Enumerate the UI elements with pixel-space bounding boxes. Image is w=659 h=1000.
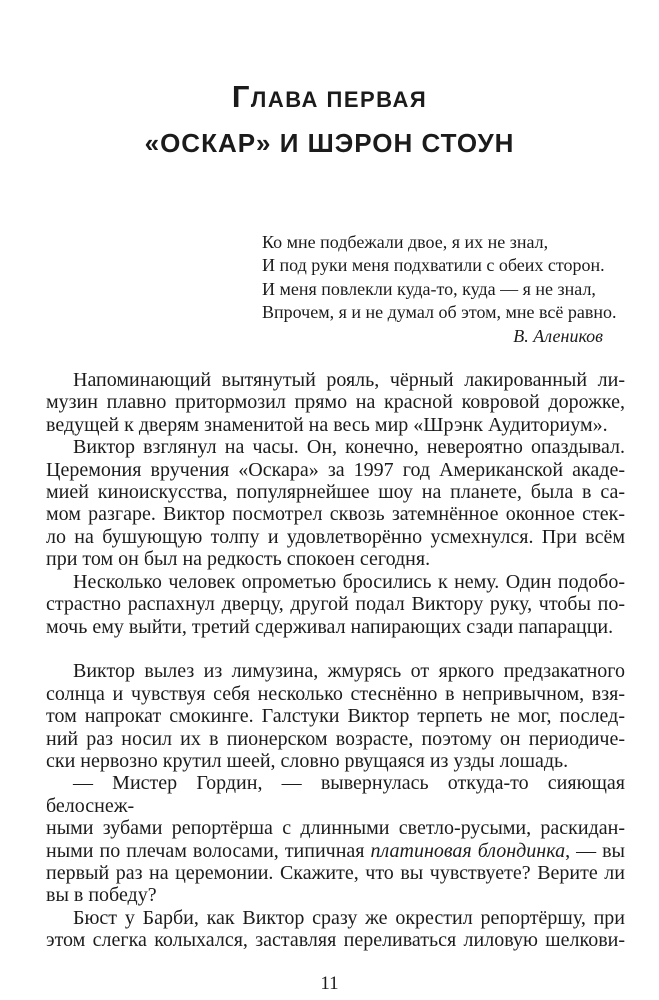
text-line: Церемония вручения «Оскара» за 1997 год Американской акаде- — [46, 458, 625, 481]
text-line: вы в победу? — [46, 884, 157, 907]
text-line: том напрокат смокинге. Галстуки Виктор терпеть не мог, послед- — [46, 705, 625, 728]
epigraph-lines — [262, 231, 617, 325]
text-line: страстно распахнул дверцу, другой подал Виктору руку, чтобы по- — [46, 593, 625, 616]
body-text — [46, 369, 625, 952]
text-line: Бюст у Барби, как Виктор сразу же окрестил репортёршу, при — [73, 906, 625, 929]
text-column — [46, 231, 625, 952]
epigraph-line: Ко мне подбежали двое, я их не знал, — [262, 232, 549, 252]
text-line: мией киноискусства, популярнейшее шоу на планете, была в са- — [46, 481, 625, 504]
text-line: ведущей к дверям знаменитой на весь мир «Шрэнк Аудиториум». — [46, 413, 608, 436]
paragraph — [46, 571, 625, 638]
text-line: при том он был на редкость спокоен сегодня. — [46, 548, 431, 571]
text-line: ло на бушующую толпу и удовлетворённо усмехнулся. При всём — [46, 525, 625, 548]
chapter-label: ГЛАВА ПЕРВАЯ — [231, 79, 428, 114]
epigraph — [262, 231, 617, 348]
text-line: Виктор взглянул на часы. Он, конечно, невероятно опаздывал. — [73, 436, 625, 459]
paragraph — [46, 660, 625, 772]
paragraph — [46, 772, 625, 906]
text-line: ний раз носил их в пионерском возрасте, поэтому он периодиче- — [46, 727, 625, 750]
text-line: музин плавно притормозил прямо на красной ковровой дорожке, — [46, 391, 625, 414]
chapter-title: «ОСКАР» И ШЭРОН СТОУН — [144, 128, 515, 158]
text-line: ски нервозно крутил шеей, словно рвущаяся из узды лошадь. — [46, 749, 569, 772]
text-line: мом разгаре. Виктор посмотрел сквозь затемнённое оконное стек- — [46, 503, 625, 526]
text-line: — Мистер Гордин, — вывернулась откуда-то сияющая белоснеж- — [46, 772, 625, 817]
text-line: этом слегка колыхался, заставляя переливаться лиловую шелкови- — [46, 929, 625, 952]
text-line: солнца и чувствуя себя несколько стеснённо в непривычном, взя- — [46, 682, 625, 705]
page-number: 11 — [320, 972, 339, 994]
text-line: Напоминающий вытянутый рояль, чёрный лакированный ли- — [73, 369, 625, 392]
paragraph — [46, 369, 625, 436]
paragraph — [46, 907, 625, 952]
text-line: первый раз на церемонии. Скажите, что вы чувствуете? Верите ли — [46, 861, 625, 884]
epigraph-line: И меня повлекли куда-то, куда — я не знал, — [262, 278, 596, 299]
epigraph-author: В. Алеников — [513, 325, 603, 346]
text-line: Виктор вылез из лимузина, жмурясь от яркого предзакатного — [73, 660, 625, 683]
text-line: ными по плечам волосами, типичная платиновая блондинка, — вы — [46, 839, 625, 862]
epigraph-line: Впрочем, я и не думал об этом, мне всё равно. — [262, 302, 617, 323]
epigraph-line: И под руки меня подхватили с обеих сторон. — [262, 255, 605, 276]
text-line: мочь ему выйти, третий сдерживал напирающих сзади папарацци. — [46, 615, 614, 638]
paragraph — [46, 436, 625, 570]
text-line: Несколько человек опрометью бросились к нему. Один подобо- — [73, 570, 625, 593]
text-line: ными зубами репортёрша с длинными светло-русыми, раскидан- — [46, 817, 625, 840]
